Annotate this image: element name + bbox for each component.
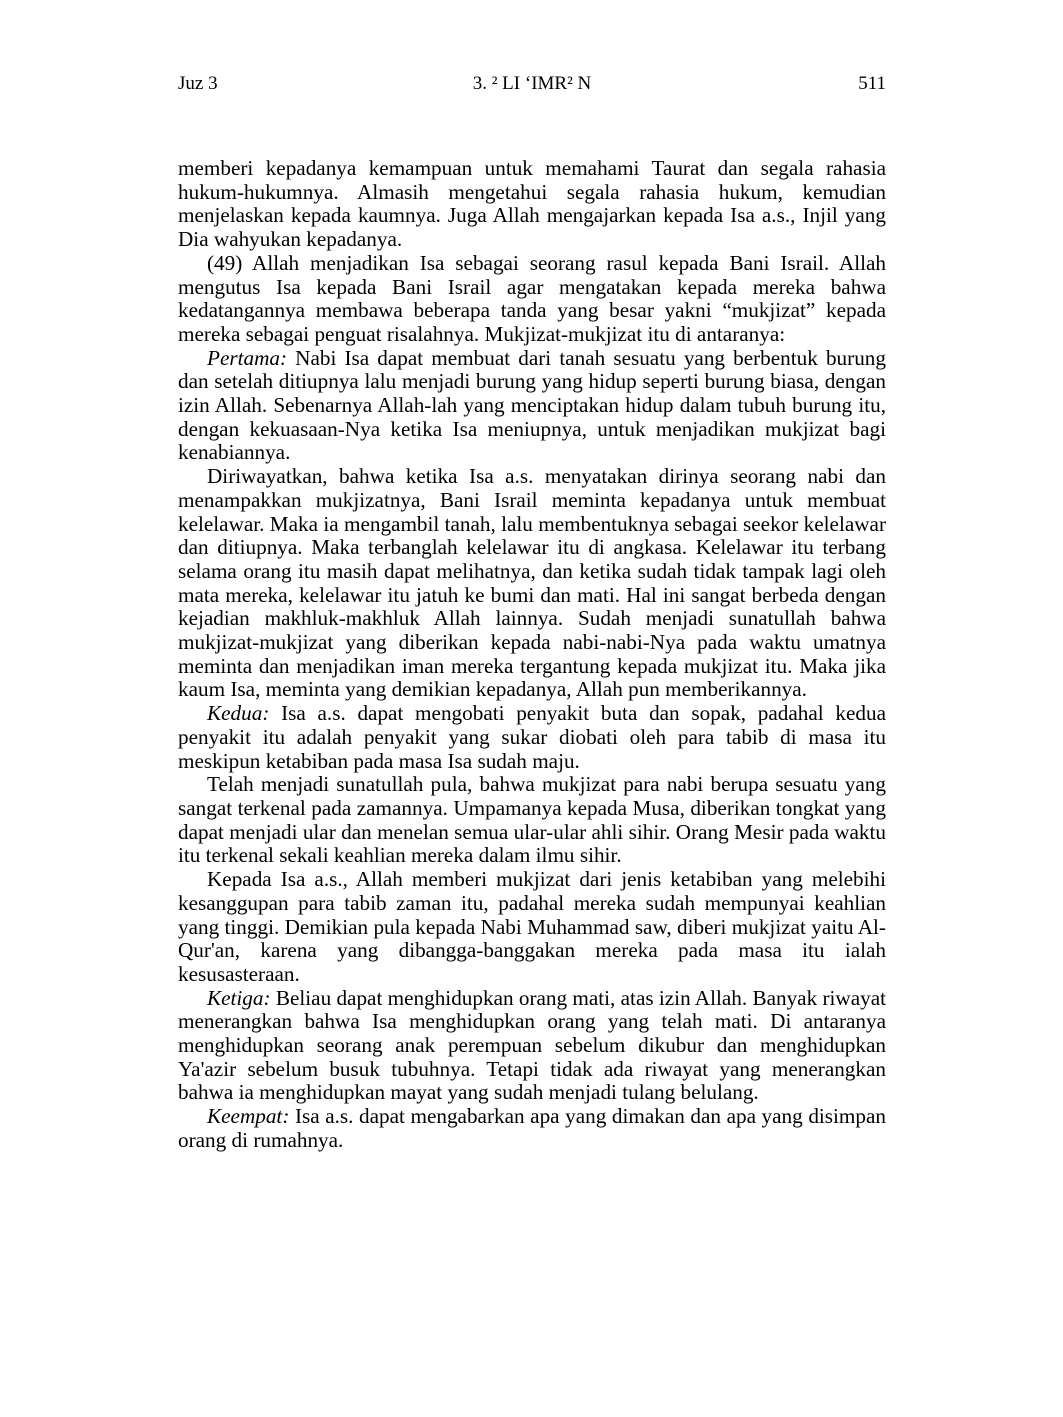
paragraph-7-text: Kepada Isa a.s., Allah memberi mukjizat dari jenis ketabiban yang melebihi kesanggupan para tabib zaman itu, padahal mereka sudah mempunyai keahlian yang tinggi. Demikian pula kepada Nabi Muhammad saw, diberi mukjizat yaitu Al-Qur'an, karena yang dibangga-banggakan mereka pada masa itu ialah kesusasteraan. (178, 867, 886, 986)
paragraph-ketiga (178, 987, 886, 1106)
paragraph-2 (178, 252, 886, 347)
paragraph-kedua (178, 702, 886, 773)
paragraph-keempat-text: Isa a.s. dapat mengabarkan apa yang dimakan dan apa yang disimpan orang di rumahnya. (178, 1104, 886, 1152)
paragraph-kedua-lead: Kedua: (207, 701, 270, 726)
paragraph-kedua-text: Isa a.s. dapat mengobati penyakit buta dan sopak, padahal kedua penyakit itu adalah penyakit yang sukar diobati oleh para tabib di masa itu meskipun ketabiban pada masa Isa sudah maju. (178, 701, 886, 773)
juz-label: Juz 3 (178, 73, 218, 94)
paragraph-pertama-text: Nabi Isa dapat membuat dari tanah sesuatu yang berbentuk burung dan setelah ditiupnya lalu menjadi burung yang hidup seperti burung biasa, dengan izin Allah. Sebenarnya Allah-lah yang menciptakan hidup dalam tubuh burung itu, dengan kekuasaan-Nya ketika Isa meniupnya, untuk menjadikan mukjizat bagi kenabiannya. (178, 345, 886, 465)
paragraph-6-text: Telah menjadi sunatullah pula, bahwa mukjizat para nabi berupa sesuatu yang sangat terkenal pada zamannya. Umpamanya kepada Musa, diberikan tongkat yang dapat menjadi ular dan menelan semua ular-ular ahli sihir. Orang Mesir pada waktu itu terkenal sekali keahlian mereka dalam ilmu sihir. (178, 772, 886, 868)
surah-title: 3. ² LI ‘IMR² N (472, 73, 592, 94)
paragraph-7 (178, 868, 886, 987)
paragraph-pertama (178, 347, 886, 466)
page-number: 511 (858, 73, 886, 94)
paragraph-keempat-lead: Keempat: (207, 1104, 290, 1129)
paragraph-6 (178, 773, 886, 868)
paragraph-1 (178, 157, 886, 252)
paragraph-ketiga-text: Beliau dapat menghidupkan orang mati, atas izin Allah. Banyak riwayat menerangkan bahwa Isa menghidupkan orang yang telah mati. Di antaranya menghidupkan seorang anak perempuan sebelum dikubur dan menghidupkan Ya'azir sebelum busuk tubuhnya. Tetapi tidak ada riwayat yang menerangkan bahwa ia menghidupkan mayat yang sudah menjadi tulang belulang. (178, 985, 887, 1105)
body-text (178, 157, 886, 1153)
paragraph-4 (178, 465, 886, 702)
paragraph-2-text: (49) Allah menjadikan Isa sebagai seorang rasul kepada Bani Israil. Allah mengutus Isa kepada Bani Israil agar mengatakan kepada mereka bahwa kedatangannya membawa beberapa tanda yang besar yakni “mukjizat” kepada mereka sebagai penguat risalahnya. Mukjizat-mukjizat itu di antaranya: (178, 250, 886, 346)
paragraph-1-text: memberi kepadanya kemampuan untuk memahami Taurat dan segala rahasia hukum-hukumnya. Almasih mengetahui segala rahasia hukum, kemudian menjelaskan kepada kaumnya. Juga Allah mengajarkan kepada Isa a.s., Injil yang Dia wahyukan kepadanya. (178, 156, 886, 252)
paragraph-4-text: Diriwayatkan, bahwa ketika Isa a.s. menyatakan dirinya seorang nabi dan menampakkan mukjizatnya, Bani Israil meminta kepadanya untuk membuat kelelawar. Maka ia mengambil tanah, lalu membentuknya sebagai seekor kelelawar dan ditiupnya. Maka terbanglah kelelawar itu di angkasa. Kelelawar itu terbang selama orang itu masih dapat melihatnya, dan ketika sudah tidak tampak lagi oleh mata mereka, kelelawar itu jatuh ke bumi dan mati. Hal ini sangat berbeda dengan kejadian makhluk-makhluk Allah lainnya. Sudah menjadi sunatullah bahwa mukjizat-mukjizat yang diberikan kepada nabi-nabi-Nya pada waktu umatnya meminta dan menjadikan iman mereka tergantung kepada mukjizat itu. Maka jika kaum Isa, meminta yang demikian kepadanya, Allah pun memberikannya. (178, 464, 886, 702)
paragraph-ketiga-lead: Ketiga: (207, 985, 271, 1010)
page-header (178, 73, 886, 99)
paragraph-pertama-lead: Pertama: (207, 345, 288, 370)
paragraph-keempat (178, 1105, 886, 1152)
